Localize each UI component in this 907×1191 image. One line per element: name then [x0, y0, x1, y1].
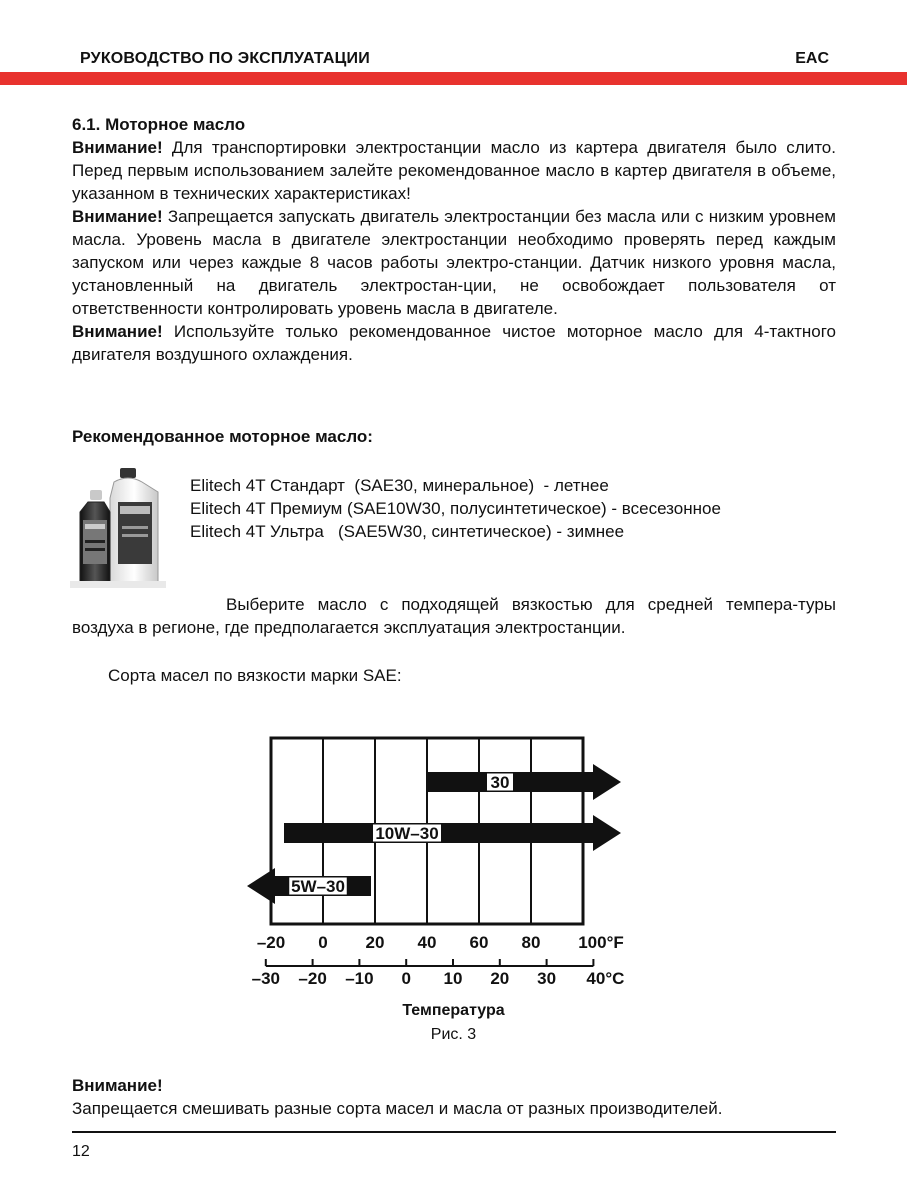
- bar-label: 30: [490, 773, 510, 792]
- c-tick-label: 40°C: [586, 969, 625, 988]
- header-red-bar: [0, 72, 907, 85]
- warning-text: Используйте только рекомендованное чистое моторное масло для 4-тактного двигателя воздушного охлаждения.: [72, 322, 836, 364]
- recommended-oil-title: Рекомендованное моторное масло:: [72, 427, 373, 446]
- f-tick-label: 60: [469, 933, 489, 952]
- chart-x-label: Температура: [402, 1002, 505, 1019]
- f-tick-label: 100°F: [578, 933, 624, 952]
- figure-caption: Рис. 3: [430, 1026, 477, 1043]
- f-tick-label: 20: [365, 933, 385, 952]
- choose-oil-text: [72, 593, 836, 639]
- c-tick-label: –20: [298, 969, 327, 988]
- c-tick-label: –10: [345, 969, 374, 988]
- oil-bottles-image: [70, 468, 166, 588]
- oil-item-standard: Elitech 4T Стандарт (SAE30, минеральное) - летнее: [190, 476, 609, 495]
- final-warning-text: Запрещается смешивать разные сорта масел и масла от разных производителей.: [72, 1099, 723, 1118]
- f-tick-label: 0: [318, 933, 328, 952]
- c-tick-label: 30: [537, 969, 557, 988]
- eac-mark: EAC: [795, 50, 829, 67]
- oil-section: [72, 114, 836, 366]
- viscosity-chart: [240, 730, 660, 1000]
- c-tick-label: 0: [401, 969, 411, 988]
- f-tick-label: 80: [521, 933, 541, 952]
- c-tick-label: 10: [443, 969, 463, 988]
- warning-label: Внимание!: [72, 322, 163, 341]
- c-tick-label: –30: [251, 969, 280, 988]
- section-title: 6.1. Моторное масло: [72, 115, 246, 134]
- warning-label: Внимание!: [72, 138, 163, 157]
- choose-oil-sentence: Выберите масло с подходящей вязкостью для средней темпера-туры воздуха в регионе, где предполагается эксплуатация электростанции.: [72, 595, 836, 637]
- bar-label: 10W–30: [375, 824, 439, 843]
- warning-paragraph-1: [72, 136, 836, 205]
- warning-label: Внимание!: [72, 207, 163, 226]
- recommended-oil-list: [190, 474, 721, 543]
- oil-item-premium: Elitech 4T Премиум (SAE10W30, полусинтетическое) - всесезонное: [190, 499, 721, 518]
- bar-label: 5W–30: [291, 877, 345, 896]
- f-tick-label: –20: [256, 933, 286, 952]
- chart-axes: [252, 933, 625, 988]
- final-warning-title: Внимание!: [72, 1076, 163, 1095]
- header-title: РУКОВОДСТВО ПО ЭКСПЛУАТАЦИИ: [80, 50, 370, 67]
- page-number: 12: [72, 1143, 90, 1160]
- f-tick-label: 40: [417, 933, 437, 952]
- warning-text: Запрещается запускать двигатель электростанции без масла или с низким уровнем масла. Уровень масла в двигателе электростанции необходимо проверять перед каждым запуском или через каждые 8 часов работы электро-станции. Датчик низкого уровня масла, установленный на двигатель электростан-ции, не освобождает пользователя от ответственности контролировать уровень масла в двигателе.: [72, 207, 836, 318]
- oil-item-ultra: Elitech 4T Ультра (SAE5W30, синтетическое) - зимнее: [190, 522, 625, 541]
- footer-rule: [72, 1131, 836, 1133]
- warning-text: Для транспортировки электростанции масло из картера двигателя было слито. Перед первым использованием залейте рекомендованное масло в картер двигателя в объеме, указанном в технических характеристиках!: [72, 138, 836, 203]
- sae-grades-caption: Сорта масел по вязкости марки SAE:: [108, 666, 402, 685]
- warning-paragraph-3: [72, 320, 836, 366]
- warning-paragraph-2: [72, 205, 836, 320]
- c-tick-label: 20: [490, 969, 510, 988]
